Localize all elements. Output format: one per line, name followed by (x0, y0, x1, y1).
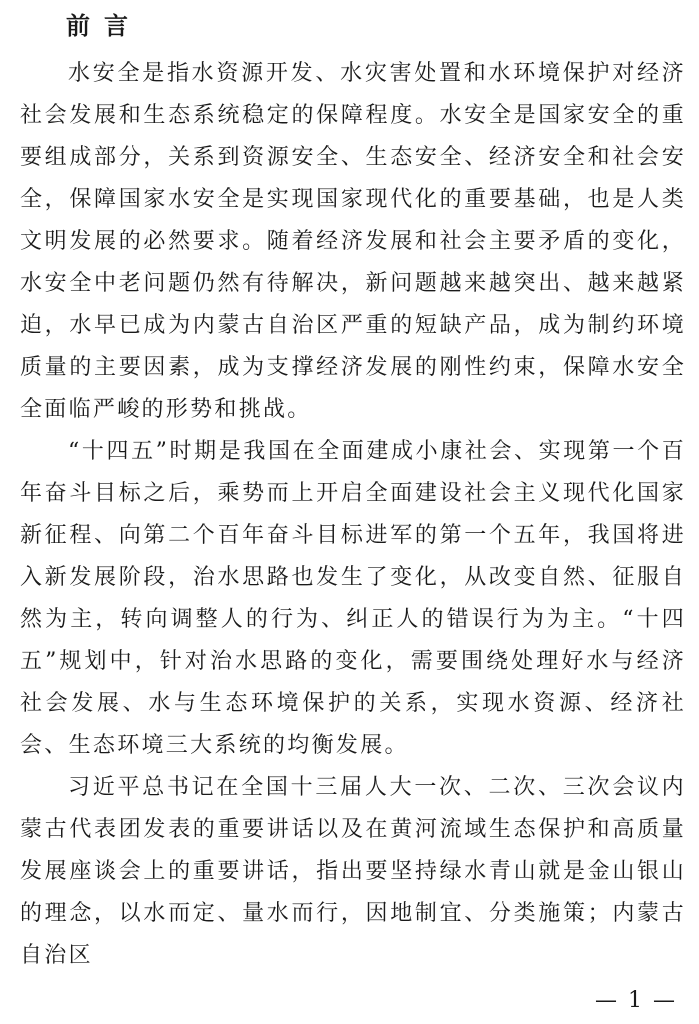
section-heading: 前言 (66, 12, 142, 40)
page-number: — 1 — (595, 988, 677, 1013)
paragraph-water-security: 水安全是指水资源开发、水灾害处置和水环境保护对经济社会发展和生态系统稳定的保障程度。水安全是国家安全的重要组成部分，关系到资源安全、生态安全、经济安全和社会安全，保障国家水安全是实现国家现代化的重要基础，也是人类文明发展的必然要求。随着经济发展和社会主要矛盾的变化，水安全中老问题仍然有待解决，新问题越来越突出、越来越紧迫，水早已成为内蒙古自治区严重的短缺产品，成为制约环境质量的主要因素，成为支撑经济发展的刚性约束，保障水安全全面临严峻的形势和挑战。 (20, 61, 686, 422)
paragraph-fourteenth-five-year: “十四五”时期是我国在全面建成小康社会、实现第一个百年奋斗目标之后，乘势而上开启全面建设社会主义现代化国家新征程、向第二个百年奋斗目标进军的第一个五年，我国将进入新发展阶段，治水思路也发生了变化，从改变自然、征服自然为主，转向调整人的行为、纠正人的错误行为为主。“十四五”规划中，针对治水思路的变化，需要围绕处理好水与经济社会发展、水与生态环境保护的关系，实现水资源、经济社会、生态环境三大系统的均衡发展。 (20, 439, 686, 758)
paragraph-xi-speech: 习近平总书记在全国十三届人大一次、二次、三次会议内蒙古代表团发表的重要讲话以及在黄河流域生态保护和高质量发展座谈会上的重要讲话，指出要坚持绿水青山就是金山银山的理念，以水而定、量水而行，因地制宜、分类施策；内蒙古自治区 (20, 775, 686, 968)
body-text (20, 53, 686, 977)
